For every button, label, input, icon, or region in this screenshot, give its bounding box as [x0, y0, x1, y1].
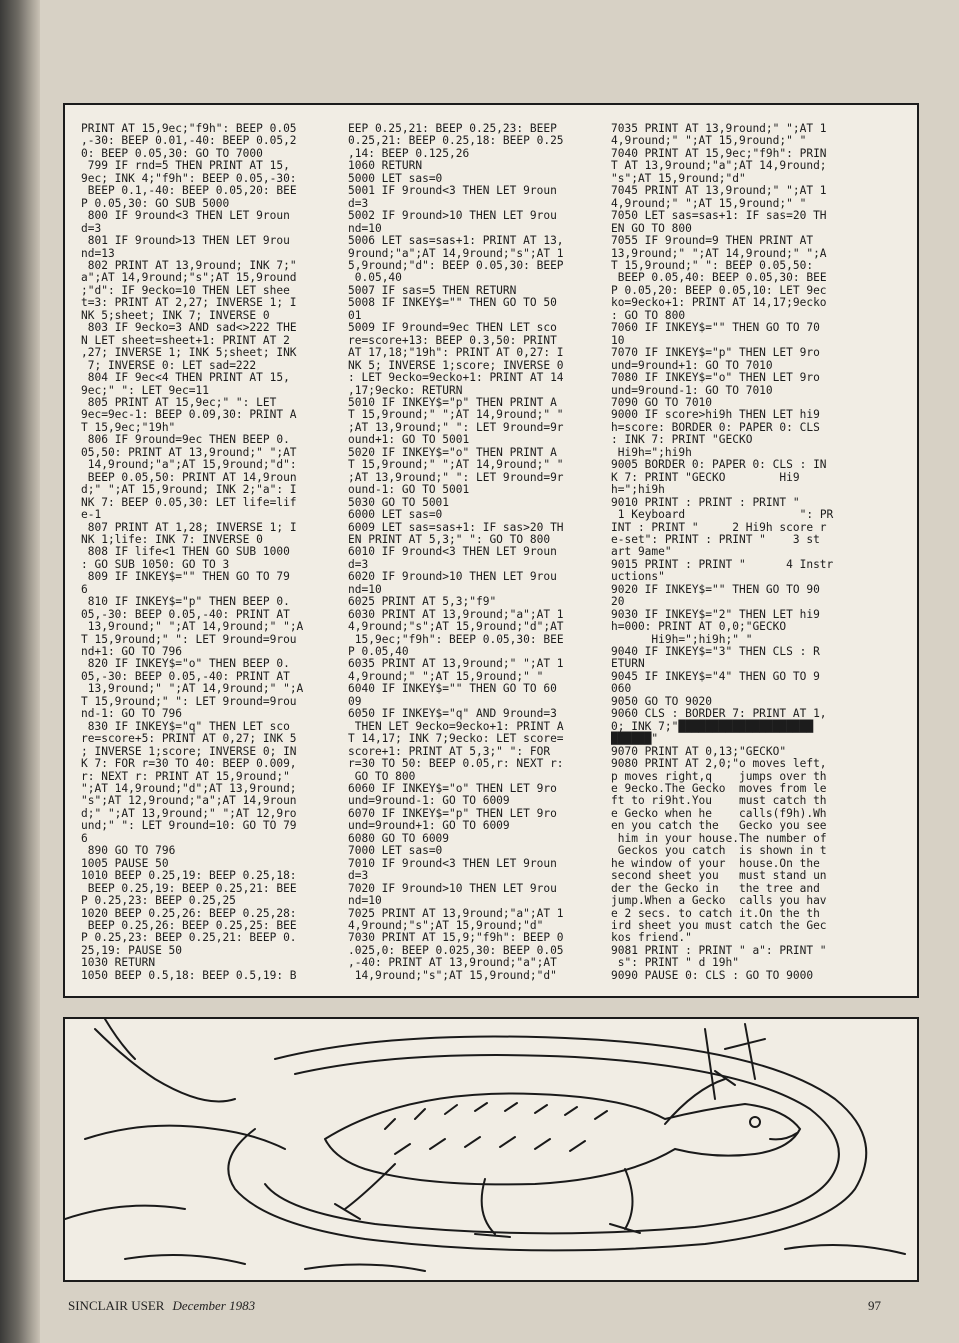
code-line: 6020 IF 9round>10 THEN LET 9rou	[348, 570, 557, 584]
code-line: P 0.05,20: BEEP 0.05,10: LET 9ec	[611, 283, 827, 297]
code-line: ";AT 14,9round;"d";AT 13,9round;	[81, 782, 297, 796]
code-line: NK 1;life: INK 7: INVERSE 0	[81, 532, 263, 546]
code-line: 1030 RETURN	[81, 956, 156, 970]
listing-column-3	[611, 123, 855, 995]
code-line: P 0.25,23: BEEP 0.25,25	[81, 894, 236, 908]
code-line: ird sheet you must catch the Gec	[611, 919, 827, 932]
code-line: 830 IF INKEY$="q" THEN LET sco	[81, 719, 290, 733]
code-line: 060	[611, 682, 632, 696]
code-line: 9010 PRINT : PRINT : PRINT "	[611, 495, 800, 509]
code-line: 5030 GO TO 5001	[348, 495, 450, 509]
code-line: 9ec; INK 4;"f9h": BEEP 0.05,-30:	[81, 171, 297, 185]
code-line: 7040 PRINT AT 15,9ec;"f9h": PRIN	[611, 146, 827, 160]
code-line: 0: BEEP 0.05,30: GO TO 7000	[81, 146, 263, 160]
code-line: 6000 LET sas=0	[348, 508, 443, 522]
code-line: ETURN	[611, 657, 645, 671]
gecko-illustration	[63, 1017, 919, 1282]
code-line: e-set": PRINT : PRINT " 3 st	[611, 532, 820, 546]
code-line: e 9ecko.The Gecko moves from le	[611, 782, 827, 796]
code-line: 5007 IF sas=5 THEN RETURN	[348, 283, 517, 297]
code-line: INT : PRINT " 2 Hi9h score r	[611, 520, 827, 534]
issue-date: December 1983	[172, 1298, 256, 1313]
code-line: K 7: PRINT "GECKO Hi9	[611, 470, 800, 484]
code-line: ,27; INVERSE 1; INK 5;sheet; INK	[81, 346, 297, 360]
code-line: him in your house.The number of	[611, 831, 827, 845]
code-line: NK 7: BEEP 0.05,30: LET life=lif	[81, 495, 297, 509]
code-line: h=score: BORDER 0: PAPER 0: CLS	[611, 420, 820, 434]
code-line: Hi9h=";hi9h	[611, 445, 692, 459]
book-spine-shadow	[0, 0, 40, 1343]
code-line: T 15,9round;" ": LET 9round=9rou	[81, 694, 297, 708]
code-line: kos friend."	[611, 931, 692, 945]
code-line: ,17;9ecko: RETURN	[348, 383, 463, 397]
code-line: 9020 IF INKEY$="" THEN GO TO 90	[611, 582, 820, 596]
code-line: 0.25,21: BEEP 0.25,18: BEEP 0.25	[348, 134, 564, 148]
code-line: der the Gecko in the tree and	[611, 881, 820, 895]
code-line: ;AT 13,9round;" ": LET 9round=9r	[348, 420, 564, 434]
code-line: d;" ";AT 13,9round;" ";AT 12,9ro	[81, 806, 297, 820]
code-line: re=score+13: BEEP 0.3,50: PRINT	[348, 333, 557, 347]
code-line: 4,9round;" ";AT 15,9round;" "	[611, 196, 807, 210]
code-line: nd=13	[81, 246, 115, 260]
code-line: BEEP 0.05,40: BEEP 0.05,30: BEE	[611, 271, 827, 285]
code-line: 4,9round;"s";AT 15,9round;"d";AT	[348, 620, 564, 634]
code-line: 13,9round;" ";AT 14,9round;" ";A	[81, 620, 304, 634]
code-line: EN GO TO 800	[611, 221, 692, 235]
code-line: score+1: PRINT AT 5,3;" ": FOR	[348, 744, 551, 758]
code-line: 809 IF INKEY$="" THEN GO TO 79	[81, 570, 290, 584]
code-line: 799 IF rnd=5 THEN PRINT AT 15,	[81, 159, 290, 173]
code-line: 13,9round;" ";AT 14,9round;" ";A	[81, 682, 304, 696]
code-line: ft to ri9ht.You must catch th	[611, 794, 827, 808]
code-line: 9070 PRINT AT 0,13;"GECKO"	[611, 744, 787, 758]
code-line: 804 IF 9ec<4 THEN PRINT AT 15,	[81, 371, 290, 385]
code-line: e Gecko when he calls(f9h).Wh	[611, 806, 827, 820]
code-line: 7060 IF INKEY$="" THEN GO TO 70	[611, 321, 820, 335]
code-line: 9080 PRINT AT 2,0;"o moves left,	[611, 757, 827, 771]
code-line: 1050 BEEP 0.5,18: BEEP 0.5,19: B	[81, 968, 297, 982]
code-line: 9015 PRINT : PRINT " 4 Instr	[611, 557, 834, 571]
code-line: P 0.05,40	[348, 645, 409, 659]
code-line: d;" ";AT 15,9round; INK 2;"a": I	[81, 483, 297, 497]
code-line: : INK 7: PRINT "GECKO	[611, 433, 753, 447]
code-line: 7050 LET sas=sas+1: IF sas=20 TH	[611, 209, 827, 223]
code-line: 7055 IF 9round=9 THEN PRINT AT	[611, 234, 814, 248]
code-line: p moves right,q jumps over th	[611, 769, 827, 783]
code-line: jump.When a Gecko calls you hav	[611, 894, 827, 908]
listing-column-1	[81, 123, 325, 995]
code-line: 800 IF 9round<3 THEN LET 9roun	[81, 209, 290, 223]
code-line: second sheet you must stand un	[611, 869, 827, 883]
code-line: ;AT 13,9round;" ": LET 9round=9r	[348, 470, 564, 484]
code-line: 9ec;" ": LET 9ec=11	[81, 383, 209, 397]
code-line: 7000 LET sas=0	[348, 844, 443, 858]
code-line: P 0.05,30: GO SUB 5000	[81, 196, 230, 210]
code-line: 9000 IF score>hi9h THEN LET hi9	[611, 408, 820, 422]
program-listing	[63, 103, 919, 998]
code-line: 05,50: PRINT AT 13,9round;" ";AT	[81, 445, 297, 459]
code-line: art 9ame"	[611, 545, 672, 559]
code-line: 7035 PRINT AT 13,9round;" ";AT 1	[611, 123, 827, 135]
code-line: 803 IF 9ecko=3 AND sad<>222 THE	[81, 321, 297, 335]
code-line: T 14,17; INK 7;9ecko: LET score=	[348, 732, 564, 746]
code-line: 09	[348, 694, 362, 708]
code-line: 0.05,40	[348, 271, 402, 285]
code-line: nd=10	[348, 582, 382, 596]
code-line: BEEP 0.1,-40: BEEP 0.05,20: BEE	[81, 184, 297, 198]
code-line: ,14: BEEP 0.125,26	[348, 146, 470, 160]
code-line: T 15,9round;" ": BEEP 0.05,50:	[611, 258, 814, 272]
code-line: und=9round+1: GO TO 7010	[611, 358, 773, 372]
code-line: NK 5;sheet; INK 7; INVERSE 0	[81, 308, 270, 322]
code-line: T AT 13,9round;"a";AT 14,9round;	[611, 159, 827, 173]
code-line: EN PRINT AT 5,3;" ": GO TO 800	[348, 532, 551, 546]
code-line: BEEP 0.25,26: BEEP 0.25,25: BEE	[81, 919, 297, 932]
code-line: uctions"	[611, 570, 665, 584]
code-line: 9040 IF INKEY$="3" THEN CLS : R	[611, 645, 820, 659]
code-line: 05,-30: BEEP 0.05,-40: PRINT AT	[81, 607, 290, 621]
code-line: h=000: PRINT AT 0,0;"GECKO	[611, 620, 787, 634]
code-line: r=30 TO 50: BEEP 0.05,r: NEXT r:	[348, 757, 564, 771]
code-line: K 7: FOR r=30 TO 40: BEEP 0.009,	[81, 757, 297, 771]
code-line: 4,9round;"s";AT 15,9round;"d"	[348, 919, 544, 932]
code-line: 1020 BEEP 0.25,26: BEEP 0.25,28:	[81, 906, 297, 920]
code-line: und;" ": LET 9round=10: GO TO 79	[81, 819, 297, 833]
code-line: : LET 9ecko=9ecko+1: PRINT AT 14	[348, 371, 564, 385]
code-line: 890 GO TO 796	[81, 844, 176, 858]
code-line: EEP 0.25,21: BEEP 0.25,23: BEEP	[348, 123, 557, 135]
code-line: 14,9round;"a";AT 15,9round;"d":	[81, 458, 297, 472]
code-line: 807 PRINT AT 1,28; INVERSE 1; I	[81, 520, 297, 534]
code-line: ound-1: GO TO 5001	[348, 483, 470, 497]
code-line: nd+1: GO TO 796	[81, 645, 183, 659]
publication-footer	[68, 1298, 255, 1314]
code-line: 4,9round;" ";AT 15,9round;" "	[348, 669, 544, 683]
code-line: : GO SUB 1050: GO TO 3	[81, 557, 230, 571]
code-line: T 15,9round;" ": LET 9round=9rou	[81, 632, 297, 646]
code-line: 9ec=9ec-1: BEEP 0.09,30: PRINT A	[81, 408, 297, 422]
code-line: 6080 GO TO 6009	[348, 831, 450, 845]
code-line: T 15,9round;" ";AT 14,9round;" "	[348, 408, 564, 422]
code-line: Geckos you catch is shown in t	[611, 844, 827, 858]
code-line: 6050 IF INKEY$="q" AND 9round=3	[348, 707, 557, 721]
code-line: 0; INK 7;"████████████████████	[611, 719, 814, 733]
code-line: 25,19: PAUSE 50	[81, 943, 183, 957]
code-line: 9045 IF INKEY$="4" THEN GO TO 9	[611, 669, 820, 683]
code-line: h=";hi9h	[611, 483, 665, 497]
code-line: 5008 IF INKEY$="" THEN GO TO 50	[348, 296, 557, 310]
code-line: AT 17,18;"19h": PRINT AT 0,27: I	[348, 346, 564, 360]
code-line: 5009 IF 9round=9ec THEN LET sco	[348, 321, 557, 335]
code-line: ██████"	[611, 732, 659, 746]
code-line: 1010 BEEP 0.25,19: BEEP 0.25,18:	[81, 869, 297, 883]
code-line: 801 IF 9round>13 THEN LET 9rou	[81, 234, 290, 248]
code-line: 808 IF life<1 THEN GO SUB 1000	[81, 545, 290, 559]
code-line: e-1	[81, 508, 102, 522]
code-line: ; INVERSE 1;score; INVERSE 0; IN	[81, 744, 297, 758]
code-line: 7025 PRINT AT 13,9round;"a";AT 1	[348, 906, 564, 920]
code-line: d=3	[81, 221, 102, 235]
code-line: 20	[611, 595, 625, 609]
code-line: und=9round-1: GO TO 6009	[348, 794, 510, 808]
code-line: N LET sheet=sheet+1: PRINT AT 2	[81, 333, 290, 347]
code-line: 802 PRINT AT 13,9round; INK 7;"	[81, 258, 297, 272]
code-line: THEN LET 9ecko=9ecko+1: PRINT A	[348, 719, 564, 733]
code-line: 6	[81, 582, 88, 596]
gecko-drawing	[65, 1019, 917, 1280]
code-line: d=3	[348, 557, 369, 571]
code-line: 1 Keyboard ": PR	[611, 508, 834, 522]
code-line: 7030 PRINT AT 15,9;"f9h": BEEP 0	[348, 931, 564, 945]
code-line: 6009 LET sas=sas+1: IF sas>20 TH	[348, 520, 564, 534]
code-line: Hi9h=";hi9h;" "	[611, 632, 753, 646]
code-line: 5020 IF INKEY$="o" THEN PRINT A	[348, 445, 557, 459]
code-line: 6010 IF 9round<3 THEN LET 9roun	[348, 545, 557, 559]
code-line: 6	[81, 831, 88, 845]
code-line: NK 5; INVERSE 1;score; INVERSE 0	[348, 358, 564, 372]
code-line: 1005 PAUSE 50	[81, 856, 169, 870]
code-line: "s";AT 15,9round;"d"	[611, 171, 746, 185]
publication-name: SINCLAIR USER	[68, 1298, 165, 1313]
code-line: nd-1: GO TO 796	[81, 707, 183, 721]
code-line: 7045 PRINT AT 13,9round;" ";AT 1	[611, 184, 827, 198]
page-number: 97	[868, 1298, 881, 1313]
code-line: 1060 RETURN	[348, 159, 423, 173]
code-line: 7020 IF 9round>10 THEN LET 9rou	[348, 881, 557, 895]
code-line: 5002 IF 9round>10 THEN LET 9rou	[348, 209, 557, 223]
code-line: ound+1: GO TO 5001	[348, 433, 470, 447]
code-line: 5006 LET sas=sas+1: PRINT AT 13,	[348, 234, 564, 248]
code-line: 805 PRINT AT 15,9ec;" ": LET	[81, 395, 277, 409]
code-line: 9060 CLS : BORDER 7: PRINT AT 1,	[611, 707, 827, 721]
code-line: 6060 IF INKEY$="o" THEN LET 9ro	[348, 782, 557, 796]
code-line: he window of your house.On the	[611, 856, 820, 870]
code-line: 10	[611, 333, 625, 347]
code-line: 9round;"a";AT 14,9round;"s";AT 1	[348, 246, 564, 260]
code-line: 7070 IF INKEY$="p" THEN LET 9ro	[611, 346, 820, 360]
code-line: 9090 PAUSE 0: CLS : GO TO 9000	[611, 968, 814, 982]
code-line: 7; INVERSE 0: LET sad=222	[81, 358, 257, 372]
code-line: nd=10	[348, 221, 382, 235]
code-line: "s";AT 12,9round;"a";AT 14,9roun	[81, 794, 297, 808]
code-line: 7010 IF 9round<3 THEN LET 9roun	[348, 856, 557, 870]
code-line: 9050 GO TO 9020	[611, 694, 713, 708]
code-line: 5010 IF INKEY$="p" THEN PRINT A	[348, 395, 557, 409]
code-line: 05,-30: BEEP 0.05,-40: PRINT AT	[81, 669, 290, 683]
code-line: 14,9round;"s";AT 15,9round;"d"	[348, 968, 557, 982]
code-line: a";AT 14,9round;"s";AT 15,9round	[81, 271, 297, 285]
code-line: 810 IF INKEY$="p" THEN BEEP 0.	[81, 595, 290, 609]
code-line: 6025 PRINT AT 5,3;"f9"	[348, 595, 497, 609]
code-line: GO TO 800	[348, 769, 416, 783]
code-line: ,-30: BEEP 0.01,-40: BEEP 0.05,2	[81, 134, 297, 148]
code-line: 7090 GO TO 7010	[611, 395, 713, 409]
code-line: und=9round+1: GO TO 6009	[348, 819, 510, 833]
code-line: 5000 LET sas=0	[348, 171, 443, 185]
code-line: nd=10	[348, 894, 382, 908]
code-line: ko=9ecko+1: PRINT AT 14,17;9ecko	[611, 296, 827, 310]
code-line: 01	[348, 308, 362, 322]
code-line: r: NEXT r: PRINT AT 15,9round;"	[81, 769, 290, 783]
code-line: e 2 secs. to catch it.On the th	[611, 906, 820, 920]
code-line: 4,9round;" ";AT 15,9round;" "	[611, 134, 807, 148]
code-line: d=3	[348, 869, 369, 883]
code-line: 5001 IF 9round<3 THEN LET 9roun	[348, 184, 557, 198]
code-line: 9005 BORDER 0: PAPER 0: CLS : IN	[611, 458, 827, 472]
code-line: en you catch the Gecko you see	[611, 819, 827, 833]
code-line: BEEP 0.05,50: PRINT AT 14,9roun	[81, 470, 297, 484]
code-line: 13,9round;" ";AT 14,9round;" ";A	[611, 246, 827, 260]
code-line: .025,0: BEEP 0.025,30: BEEP 0.05	[348, 943, 564, 957]
code-line: 6030 PRINT AT 13,9round;"a";AT 1	[348, 607, 564, 621]
code-line: P 0.25,23: BEEP 0.25,21: BEEP 0.	[81, 931, 297, 945]
code-line: d=3	[348, 196, 369, 210]
code-line: PRINT AT 15,9ec;"f9h": BEEP 0.05	[81, 123, 297, 135]
code-line: 7080 IF INKEY$="o" THEN LET 9ro	[611, 371, 820, 385]
code-line: 5,9round;"d": BEEP 0.05,30: BEEP	[348, 258, 564, 272]
code-line: und=9round-1: GO TO 7010	[611, 383, 773, 397]
code-line: 6035 PRINT AT 13,9round;" ";AT 1	[348, 657, 564, 671]
listing-column-2	[348, 123, 592, 995]
code-line: s": PRINT " d 19h"	[611, 956, 739, 970]
code-line: 820 IF INKEY$="o" THEN BEEP 0.	[81, 657, 290, 671]
code-line: 6070 IF INKEY$="p" THEN LET 9ro	[348, 806, 557, 820]
code-line: T 15,9round;" ";AT 14,9round;" "	[348, 458, 564, 472]
code-line: ,-40: PRINT AT 13,9round;"a";AT	[348, 956, 557, 970]
code-line: 15,9ec;"f9h": BEEP 0.05,30: BEE	[348, 632, 564, 646]
code-line: 6040 IF INKEY$="" THEN GO TO 60	[348, 682, 557, 696]
code-line: T 15,9ec;"19h"	[81, 420, 176, 434]
code-line: 806 IF 9round=9ec THEN BEEP 0.	[81, 433, 290, 447]
code-line: t=3: PRINT AT 2,27; INVERSE 1; I	[81, 296, 297, 310]
code-line: 9081 PRINT : PRINT " a": PRINT "	[611, 943, 827, 957]
code-line: 9030 IF INKEY$="2" THEN LET hi9	[611, 607, 820, 621]
code-line: BEEP 0.25,19: BEEP 0.25,21: BEE	[81, 881, 297, 895]
code-line: ;"d": IF 9ecko=10 THEN LET shee	[81, 283, 290, 297]
code-line: : GO TO 800	[611, 308, 686, 322]
code-line: re=score+5: PRINT AT 0,27; INK 5	[81, 732, 297, 746]
